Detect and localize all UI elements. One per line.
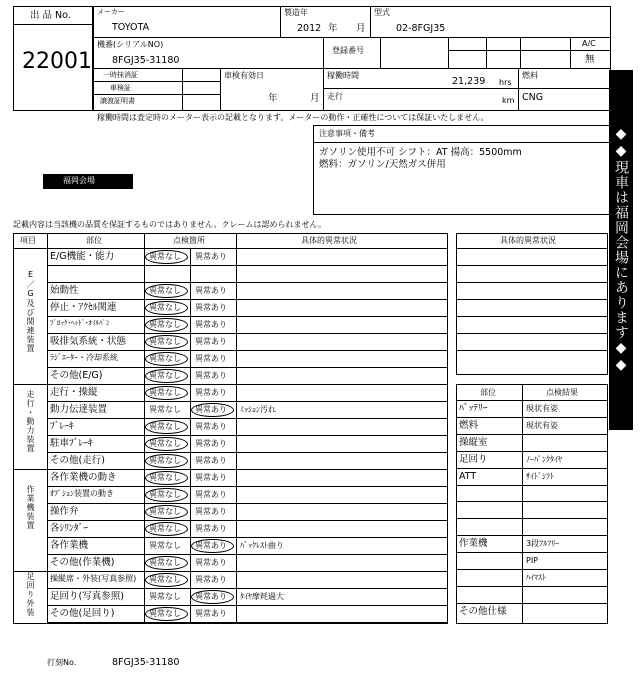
inspection-year-unit: 年 bbox=[268, 93, 278, 104]
right-detail-box bbox=[456, 233, 608, 375]
lot-label: 出 品 No. bbox=[30, 10, 71, 21]
option-abnormal[interactable]: 異常あり bbox=[195, 388, 227, 397]
fuel-value: CNG bbox=[522, 92, 544, 103]
col-item-header: 項目 bbox=[20, 236, 36, 245]
engraving-label: 打刻No. bbox=[47, 658, 77, 667]
col-part-header: 部位 bbox=[86, 236, 102, 245]
side-banner: ◆◆現車は福岡会場にあります◆◆ bbox=[609, 70, 633, 430]
option-normal[interactable]: 異常なし bbox=[149, 541, 181, 550]
result-part: 作業機 bbox=[459, 538, 488, 550]
selection-circle bbox=[145, 607, 188, 621]
notes-box bbox=[313, 125, 611, 215]
option-abnormal[interactable]: 異常あり bbox=[195, 507, 227, 516]
notes-line-1: ガソリン使用不可 シフト：AT 揚高：5500mm bbox=[319, 147, 522, 158]
option-normal[interactable]: 異常なし bbox=[149, 456, 181, 465]
selection-circle bbox=[145, 488, 188, 502]
result-part: その他仕様 bbox=[459, 605, 507, 617]
selection-circle bbox=[191, 539, 234, 553]
selection-circle bbox=[145, 420, 188, 434]
option-normal[interactable]: 異常なし bbox=[149, 507, 181, 516]
row-part: その他(足回り) bbox=[50, 608, 115, 619]
row-part: 各ｼﾘﾝﾀﾞｰ bbox=[50, 523, 89, 534]
row-detail: ﾀｲﾔ摩耗過大 bbox=[240, 592, 284, 601]
row-part: その他(走行) bbox=[50, 455, 105, 466]
model-label: 型式 bbox=[374, 8, 390, 17]
selection-circle bbox=[145, 437, 188, 451]
option-abnormal[interactable]: 異常あり bbox=[195, 609, 227, 618]
option-abnormal[interactable]: 異常あり bbox=[195, 286, 227, 295]
option-abnormal[interactable]: 異常あり bbox=[195, 354, 227, 363]
option-normal[interactable]: 異常なし bbox=[149, 388, 181, 397]
month-unit: 月 bbox=[356, 23, 366, 34]
inspection-label: 車検有効日 bbox=[224, 71, 264, 80]
selection-circle bbox=[145, 318, 188, 332]
option-abnormal[interactable]: 異常あり bbox=[195, 473, 227, 482]
option-abnormal[interactable]: 異常あり bbox=[195, 405, 227, 414]
selection-circle bbox=[191, 590, 234, 604]
hours-unit: hrs bbox=[499, 78, 512, 87]
row-part: 始動性 bbox=[50, 285, 79, 296]
selection-circle bbox=[145, 386, 188, 400]
hours-notice: 稼働時間は査定時のメーター表示の記載となります。メーターの動作・正確性については保証いたしません。 bbox=[97, 113, 489, 122]
option-abnormal[interactable]: 異常あり bbox=[195, 439, 227, 448]
result-value: 3段ﾌﾙﾌﾘｰ bbox=[526, 539, 560, 549]
option-normal[interactable]: 異常なし bbox=[149, 320, 181, 329]
row-part: ｵﾌﾟｼｮﾝ装置の動き bbox=[50, 489, 114, 498]
result-value: ﾉｰﾊﾟﾝｸﾀｲﾔ bbox=[526, 454, 562, 464]
selection-circle bbox=[191, 403, 234, 417]
result-value: PIP bbox=[526, 556, 539, 566]
row-part: 動力伝達装置 bbox=[50, 404, 108, 415]
option-normal[interactable]: 異常なし bbox=[149, 371, 181, 380]
notes-line-2: 燃料：ガソリン/天然ガス併用 bbox=[319, 159, 446, 170]
selection-circle bbox=[145, 284, 188, 298]
maker-label: メーカー bbox=[97, 8, 125, 16]
selection-circle bbox=[145, 250, 188, 264]
result-part: 足回り bbox=[459, 453, 488, 465]
row-part: 吸排気系統・状態 bbox=[50, 336, 127, 347]
km-unit: km bbox=[502, 96, 515, 105]
serial-value: 8FGJ35-31180 bbox=[112, 55, 180, 66]
engraving-value: 8FGJ35-31180 bbox=[112, 657, 180, 668]
right-detail-header: 具体的異常状況 bbox=[500, 236, 556, 245]
group-label-engine: E／G及び関連装置 bbox=[26, 270, 35, 353]
row-part: 操作弁 bbox=[50, 506, 79, 517]
option-normal[interactable]: 異常なし bbox=[149, 609, 181, 618]
selection-circle bbox=[145, 505, 188, 519]
option-abnormal[interactable]: 異常あり bbox=[195, 575, 227, 584]
result-value: 現状有姿 bbox=[526, 420, 558, 430]
option-normal[interactable]: 異常なし bbox=[149, 337, 181, 346]
row-part: 足回り(写真参照) bbox=[50, 591, 124, 602]
option-abnormal[interactable]: 異常あり bbox=[195, 371, 227, 380]
row-part: その他(作業機) bbox=[50, 557, 115, 568]
result-part: 燃料 bbox=[459, 419, 479, 431]
option-abnormal[interactable]: 異常あり bbox=[195, 320, 227, 329]
selection-circle bbox=[145, 454, 188, 468]
selection-circle bbox=[145, 369, 188, 383]
year-unit: 年 bbox=[328, 23, 338, 34]
registration-label: 登録番号 bbox=[332, 46, 364, 55]
option-abnormal[interactable]: 異常あり bbox=[195, 490, 227, 499]
option-abnormal[interactable]: 異常あり bbox=[195, 541, 227, 550]
mileage-label: 走行 bbox=[327, 92, 343, 101]
cert-transfer: 譲渡証明書 bbox=[100, 97, 135, 105]
option-normal[interactable]: 異常なし bbox=[149, 252, 181, 261]
venue-badge: 福岡会場 bbox=[43, 174, 133, 189]
row-part: 各作業機 bbox=[50, 540, 89, 551]
inspection-month-unit: 月 bbox=[310, 93, 320, 104]
option-normal[interactable]: 異常なし bbox=[149, 422, 181, 431]
cert-temporary: 一時抹消証 bbox=[103, 71, 138, 79]
year-value: 2012 bbox=[297, 23, 322, 34]
selection-circle bbox=[145, 556, 188, 570]
option-abnormal[interactable]: 異常あり bbox=[195, 456, 227, 465]
lot-number: 22001 bbox=[22, 49, 92, 74]
option-abnormal[interactable]: 異常あり bbox=[195, 303, 227, 312]
option-normal[interactable]: 異常なし bbox=[149, 558, 181, 567]
selection-circle bbox=[145, 522, 188, 536]
row-part: 走行・操縦 bbox=[50, 387, 98, 398]
option-normal[interactable]: 異常なし bbox=[149, 405, 181, 414]
selection-circle bbox=[145, 471, 188, 485]
group-label-undercarriage: 足回り外装 bbox=[26, 572, 35, 617]
results-result-header: 点検結果 bbox=[546, 388, 578, 397]
option-abnormal[interactable]: 異常あり bbox=[195, 422, 227, 431]
option-abnormal[interactable]: 異常あり bbox=[195, 524, 227, 533]
row-part: 操縦席・外装(写真参照) bbox=[50, 574, 137, 583]
option-normal[interactable]: 異常なし bbox=[149, 303, 181, 312]
option-normal[interactable]: 異常なし bbox=[149, 490, 181, 499]
col-check-header: 点検箇所 bbox=[173, 236, 205, 245]
model-value: 02-8FGJ35 bbox=[396, 23, 446, 34]
row-part: その他(E/G) bbox=[50, 370, 103, 381]
result-part: 操縦室 bbox=[459, 436, 488, 448]
result-part: ﾊﾞｯﾃﾘｰ bbox=[459, 403, 488, 414]
result-part: ATT bbox=[459, 470, 477, 482]
ac-value: 無 bbox=[585, 54, 595, 65]
option-normal[interactable]: 異常なし bbox=[149, 286, 181, 295]
ac-label: A/C bbox=[582, 39, 596, 48]
option-normal[interactable]: 異常なし bbox=[149, 592, 181, 601]
result-value: ﾊｲﾏｽﾄ bbox=[526, 573, 546, 582]
option-normal[interactable]: 異常なし bbox=[149, 575, 181, 584]
row-detail: ﾐｯｼｮﾝ汚れ bbox=[240, 405, 276, 414]
hours-label: 稼働時間 bbox=[327, 71, 359, 80]
col-detail-header: 具体的異常状況 bbox=[301, 236, 357, 245]
option-abnormal[interactable]: 異常あり bbox=[195, 558, 227, 567]
result-value: 現状有姿 bbox=[526, 404, 558, 413]
disclaimer: 記載内容は当該機の品質を保証するものではありません。クレームは認められません。 bbox=[13, 220, 326, 229]
option-abnormal[interactable]: 異常あり bbox=[195, 592, 227, 601]
row-part: ﾌﾞﾛｯｸ･ﾍｯﾄﾞ･ｵｲﾙﾊﾟﾝ bbox=[50, 319, 110, 327]
group-label-drive: 走行・動力装置 bbox=[26, 390, 35, 453]
row-part: ﾌﾞﾚｰｷ bbox=[50, 421, 74, 432]
serial-label: 機番(シリアルNO) bbox=[97, 40, 164, 49]
row-part: E/G機能・能力 bbox=[50, 251, 115, 262]
selection-circle bbox=[145, 573, 188, 587]
option-normal[interactable]: 異常なし bbox=[149, 354, 181, 363]
option-normal[interactable]: 異常なし bbox=[149, 473, 181, 482]
selection-circle bbox=[145, 335, 188, 349]
results-part-header: 部位 bbox=[480, 388, 496, 397]
fuel-label: 燃料 bbox=[522, 71, 538, 80]
result-value: ｻｲﾄﾞｼﾌﾄ bbox=[526, 471, 554, 481]
option-normal[interactable]: 異常なし bbox=[149, 524, 181, 533]
maker-value: TOYOTA bbox=[112, 22, 150, 33]
row-part: 各作業機の動き bbox=[50, 472, 117, 483]
option-normal[interactable]: 異常なし bbox=[149, 439, 181, 448]
option-abnormal[interactable]: 異常あり bbox=[195, 252, 227, 261]
cert-inspection: 車検証 bbox=[110, 84, 131, 92]
notes-label: 注意事項・備考 bbox=[319, 129, 375, 138]
row-part: 停止・ｱｸｾﾙ関連 bbox=[50, 302, 117, 313]
row-detail: ﾊﾞｯｸﾚｽﾄ曲り bbox=[240, 541, 284, 550]
row-part: ﾗｼﾞｴｰﾀｰ・冷却系統 bbox=[50, 353, 118, 362]
year-label: 製造年 bbox=[284, 8, 308, 17]
hours-value: 21,239 bbox=[452, 76, 486, 87]
group-label-work: 作業機装置 bbox=[26, 485, 35, 530]
selection-circle bbox=[145, 301, 188, 315]
row-part: 駐車ﾌﾞﾚｰｷ bbox=[50, 438, 93, 449]
results-table bbox=[456, 384, 608, 624]
selection-circle bbox=[145, 352, 188, 366]
option-abnormal[interactable]: 異常あり bbox=[195, 337, 227, 346]
